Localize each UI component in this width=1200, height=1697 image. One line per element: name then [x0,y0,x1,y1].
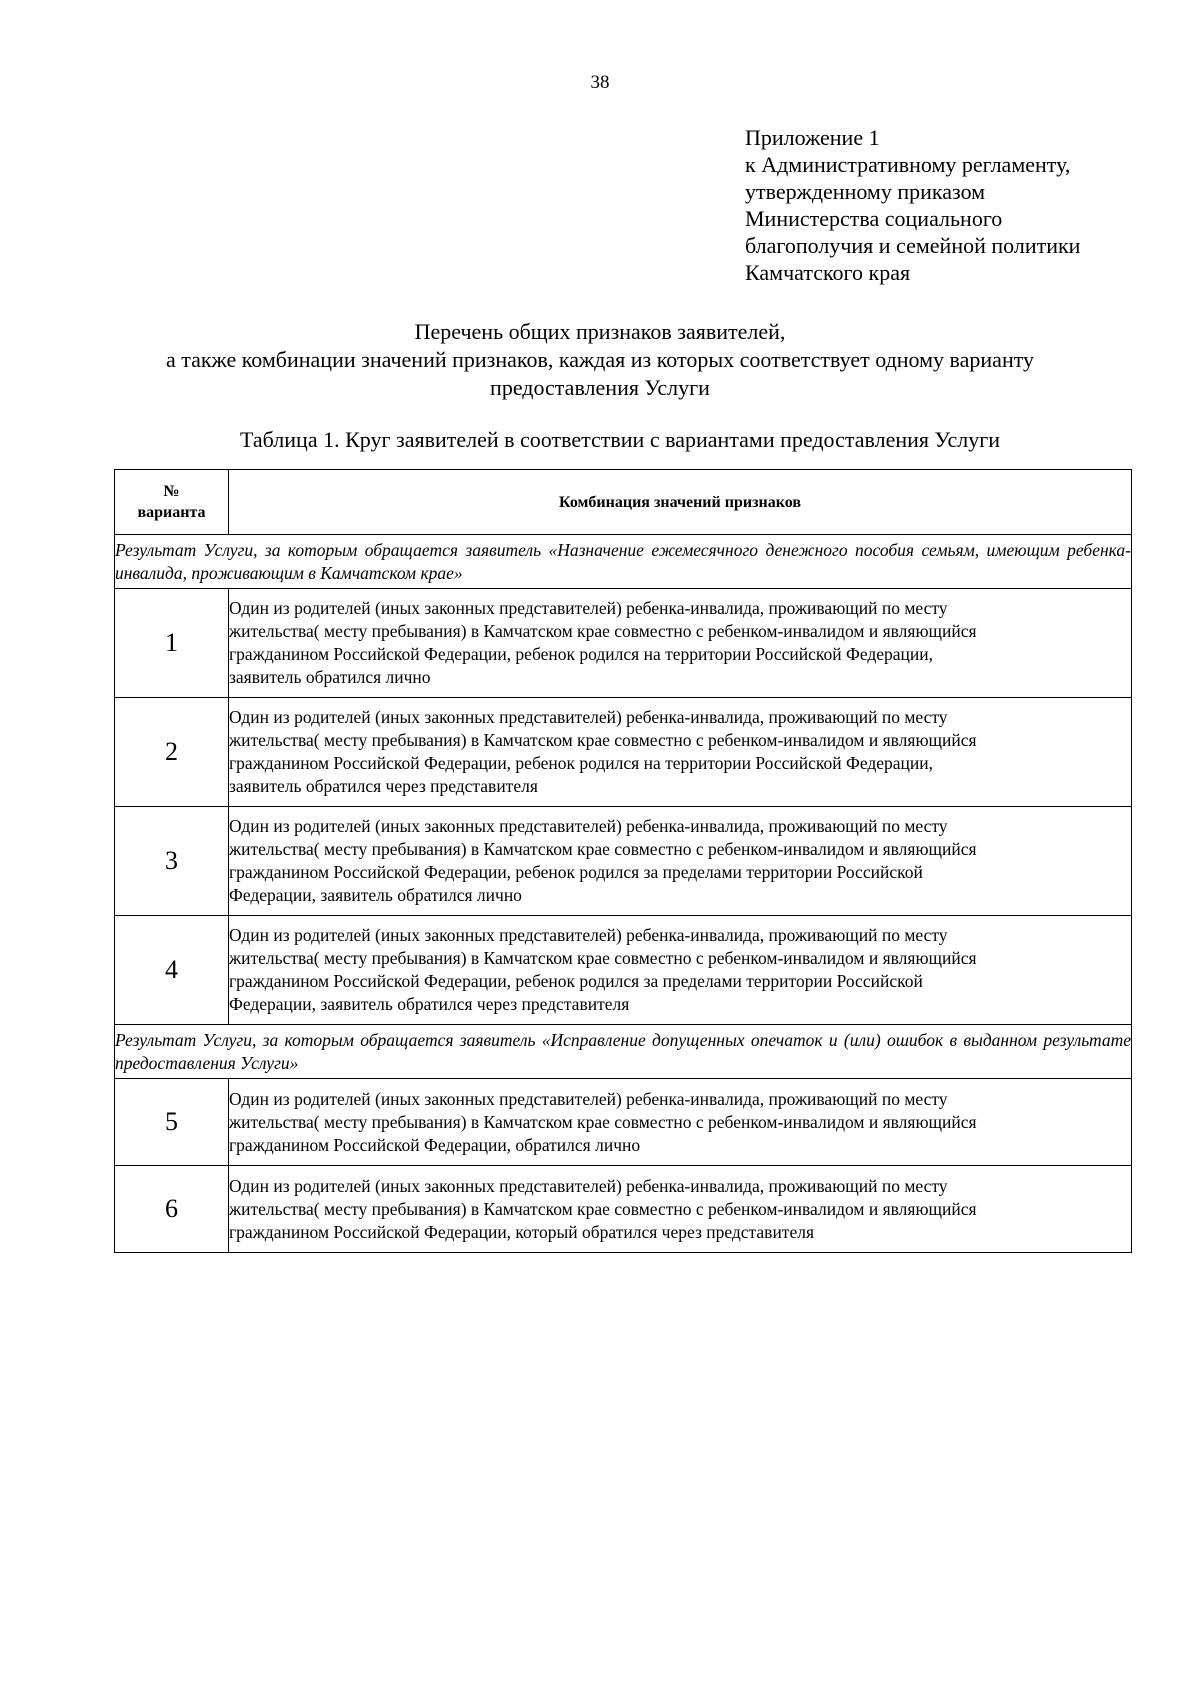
appendix-line: Камчатского края [745,260,911,285]
description-line: гражданином Российской Федерации, обратился лично [229,1134,641,1155]
description-line: гражданином Российской Федерации, ребенок родился на территории Российской Федерации, [229,753,934,773]
variant-description [229,807,1132,916]
description-line: жительства( месту пребывания) в Камчатском крае совместно с ребенком-инвалидом и являющийся [229,1198,977,1219]
variant-number: 2 [115,698,229,807]
description-line: Один из родителей (иных законных представителей) ребенка-инвалида, проживающий по месту [229,1088,948,1109]
table-row [115,698,1132,807]
description-line: Один из родителей (иных законных представителей) ребенка-инвалида, проживающий по месту [229,707,948,727]
description-line: Один из родителей (иных законных представителей) ребенка-инвалида, проживающий по месту [229,925,948,945]
description-line: Федерации, заявитель обратился через представителя [229,994,630,1014]
description-line: жительства( месту пребывания) в Камчатском крае совместно с ребенком-инвалидом и являющийся [229,839,977,859]
variant-description [229,916,1132,1025]
description-line: Один из родителей (иных законных представителей) ребенка-инвалида, проживающий по месту [229,598,948,618]
variant-number: 6 [115,1166,229,1253]
table-row [115,1079,1132,1166]
variant-number: 4 [115,916,229,1025]
section-title-correction: Результат Услуги, за которым обращается заявитель «Исправление допущенных опечаток и (или) ошибок в выданном результате предоставления Услуги» [115,1025,1132,1079]
header-variant-label: варианта [137,504,206,521]
description-line: заявитель обратился лично [229,667,431,687]
table-row [115,589,1132,698]
appendix-line: к Административному регламенту, [745,152,1071,177]
appendix-line: утвержденному приказом [745,179,986,204]
variant-description [229,1079,1132,1166]
description-line: Один из родителей (иных законных представителей) ребенка-инвалида, проживающий по месту [229,816,948,836]
document-heading [0,318,1200,402]
description-line: жительства( месту пребывания) в Камчатском крае совместно с ребенком-инвалидом и являющийся [229,1111,977,1132]
variant-number: 3 [115,807,229,916]
header-number-sign: № [163,483,180,500]
table-header-row [115,470,1132,535]
description-line: жительства( месту пребывания) в Камчатском крае совместно с ребенком-инвалидом и являющийся [229,730,977,750]
table-caption: Таблица 1. Круг заявителей в соответствии с вариантами предоставления Услуги [240,427,1000,452]
description-line: заявитель обратился через представителя [229,776,538,796]
section-row [115,1025,1132,1079]
description-line: гражданином Российской Федерации, ребенок родился за пределами территории Российской [229,971,923,991]
page-number: 38 [590,72,610,93]
variant-description [229,698,1132,807]
heading-line: Перечень общих признаков заявителей, [414,319,786,344]
variant-number: 5 [115,1079,229,1166]
description-line: гражданином Российской Федерации, который обратился через представителя [229,1221,815,1242]
variant-number: 1 [115,589,229,698]
heading-line: предоставления Услуги [490,375,710,400]
description-line: жительства( месту пребывания) в Камчатском крае совместно с ребенком-инвалидом и являющийся [229,621,977,641]
section-row [115,535,1132,589]
description-line: гражданином Российской Федерации, ребенок родился за пределами территории Российской [229,862,923,882]
description-line: гражданином Российской Федерации, ребенок родился на территории Российской Федерации, [229,644,934,664]
description-line: Федерации, заявитель обратился лично [229,885,522,905]
heading-line: а также комбинации значений признаков, каждая из которых соответствует одному варианту [165,347,1035,372]
table-row [115,1166,1132,1253]
table-row [115,807,1132,916]
section-title-assignment: Результат Услуги, за которым обращается заявитель «Назначение ежемесячного денежного пособия семьям, имеющим ребенка-инвалида, проживающим в Камчатском крае» [115,535,1132,589]
applicants-table [114,469,1132,1253]
column-header-combination: Комбинация значений признаков [229,470,1132,535]
column-header-variant-number [115,470,229,535]
appendix-block [745,124,1185,286]
variant-description [229,589,1132,698]
appendix-line: Приложение 1 [745,125,880,150]
description-line: жительства( месту пребывания) в Камчатском крае совместно с ребенком-инвалидом и являющийся [229,948,977,968]
table-row [115,916,1132,1025]
appendix-line: Министерства социального [745,206,1003,231]
description-line: Один из родителей (иных законных представителей) ребенка-инвалида, проживающий по месту [229,1175,948,1196]
variant-description [229,1166,1132,1253]
appendix-line: благополучия и семейной политики [745,233,1081,258]
